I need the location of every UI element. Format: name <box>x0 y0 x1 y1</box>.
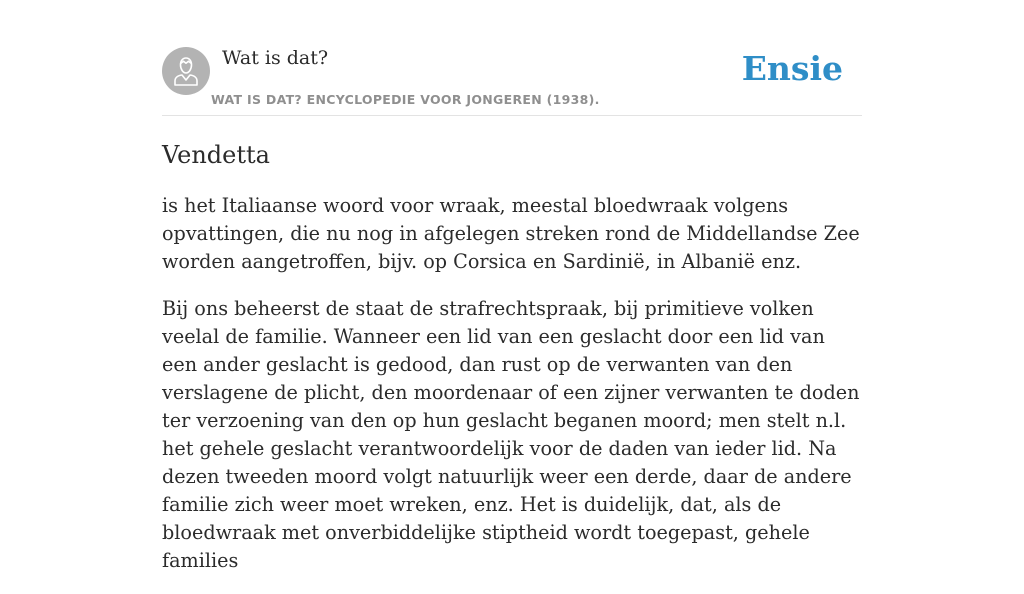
brand-logo[interactable]: Ensie <box>741 49 843 88</box>
article-title: Vendetta <box>162 141 270 169</box>
source-citation: WAT IS DAT? ENCYCLOPEDIE VOOR JONGEREN (1938). <box>211 92 600 107</box>
article-paragraph: Bij ons beheerst de staat de strafrechtspraak, bij primitieve volken veelal de familie. Wanneer een lid van een geslacht door een lid van een ander geslacht is gedood, dan rust op de verwanten van den verslagene de plicht, den moordenaar of een zijner verwanten te doden ter verzoening van den op hun geslacht beganen moord; men stelt n.l. het gehele geslacht verantwoordelijk voor de daden van ieder lid. Na dezen tweeden moord volgt natuurlijk weer een derde, daar de andere familie zich weer moet wreken, enz. Het is duidelijk, dat, als de bloedwraak met onverbiddelijke stiptheid wordt toegepast, gehele families <box>162 297 860 572</box>
author-header <box>162 0 862 116</box>
user-avatar-icon[interactable] <box>162 47 210 95</box>
article-body <box>162 192 862 594</box>
article-paragraph: is het Italiaanse woord voor wraak, meestal bloedwraak volgens opvattingen, die nu nog in afgelegen streken rond de Middellandse Zee worden aangetroffen, bijv. op Corsica en Sardinië, in Albanië enz. <box>162 194 860 273</box>
page-container <box>162 0 862 572</box>
author-name[interactable]: Wat is dat? <box>222 47 329 69</box>
